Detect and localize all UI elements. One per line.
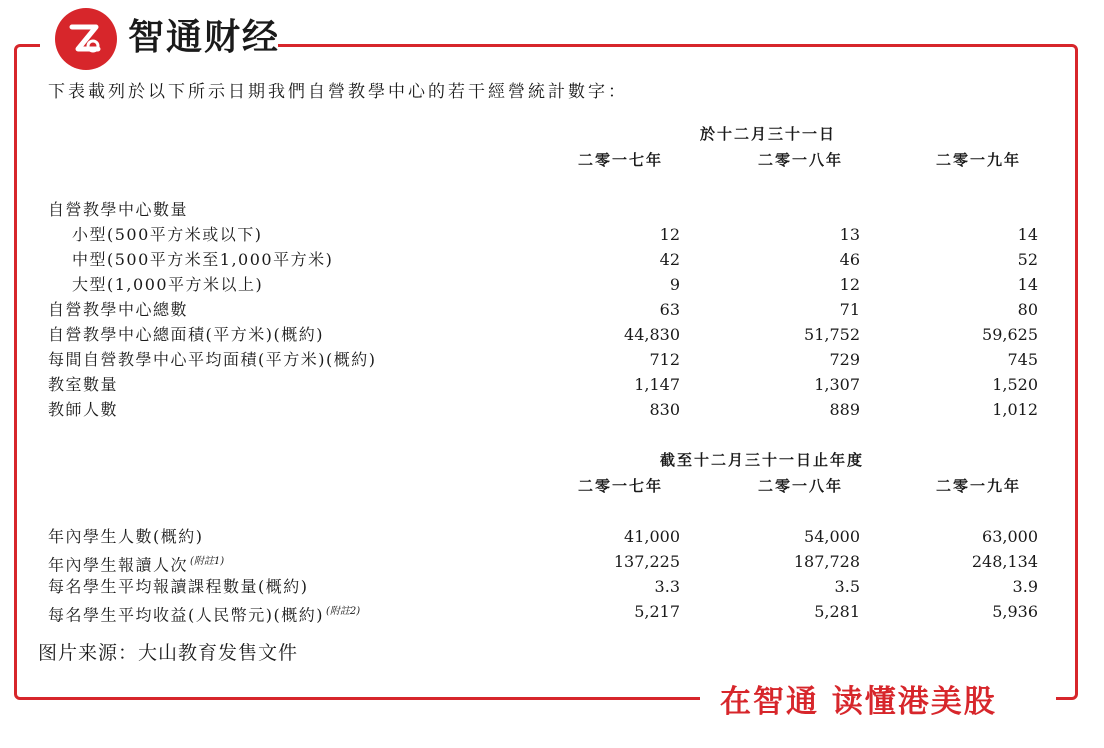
value-2019: 14 bbox=[1017, 275, 1038, 294]
image-source-caption: 图片来源：大山教育发售文件 bbox=[38, 642, 299, 664]
intro-text: 下表載列於以下所示日期我們自營教學中心的若干經營統計數字： bbox=[48, 82, 628, 102]
footnote-mark: (附註2) bbox=[325, 606, 361, 617]
row-label: 教室數量 bbox=[48, 375, 119, 394]
value-2018: 46 bbox=[839, 250, 860, 269]
section1-period-label: 於十二月三十一日 bbox=[700, 125, 837, 143]
row-label: 每名學生平均收益(人民幣元)(概約) $^{(附註2)}$ bbox=[48, 605, 361, 625]
value-2019: 1,520 bbox=[992, 375, 1038, 394]
row-label: 自營教學中心總面積(平方米)(概約) bbox=[48, 325, 324, 344]
value-2018: 54,000 bbox=[804, 527, 860, 546]
table-row bbox=[0, 247, 1104, 272]
value-2019: 52 bbox=[1017, 250, 1038, 269]
value-2019: 59,625 bbox=[982, 325, 1038, 344]
section2-year-2018: 二零一八年 bbox=[758, 477, 844, 495]
section2-year-2017: 二零一七年 bbox=[578, 477, 664, 495]
brand-slogan: 在智通 读懂港美股 bbox=[720, 684, 997, 720]
row-label: 小型(500平方米或以下) bbox=[72, 225, 263, 244]
row-label: 大型(1,000平方米以上) bbox=[72, 275, 264, 294]
section2-year-2019: 二零一九年 bbox=[936, 477, 1022, 495]
section2-period-label: 截至十二月三十一日止年度 bbox=[660, 451, 865, 469]
footnote-mark: (附註1) bbox=[190, 556, 225, 567]
section1-year-2018: 二零一八年 bbox=[758, 151, 844, 169]
table-row bbox=[0, 272, 1104, 297]
row-label: 年內學生人數(概約) bbox=[48, 527, 204, 546]
value-2018: 12 bbox=[839, 275, 860, 294]
row-label: 年內學生報讀人次 $^{(附註1)}$ bbox=[48, 555, 225, 575]
row-label: 中型(500平方米至1,000平方米) bbox=[72, 250, 334, 269]
row-label: 教師人數 bbox=[48, 400, 119, 419]
value-2019: 14 bbox=[1017, 225, 1038, 244]
table-row bbox=[0, 549, 1104, 574]
table-row bbox=[0, 524, 1104, 549]
value-2017: 3.3 bbox=[654, 577, 680, 596]
value-2017: 12 bbox=[659, 225, 680, 244]
table-row bbox=[0, 297, 1104, 322]
value-2018: 729 bbox=[829, 350, 860, 369]
value-2019: 1,012 bbox=[992, 400, 1038, 419]
section1-title: 自營教學中心數量 bbox=[48, 200, 189, 219]
value-2018: 3.5 bbox=[834, 577, 860, 596]
value-2018: 889 bbox=[829, 400, 860, 419]
value-2017: 137,225 bbox=[613, 552, 680, 571]
value-2018: 71 bbox=[839, 300, 860, 319]
value-2017: 1,147 bbox=[634, 375, 680, 394]
row-label: 每名學生平均報讀課程數量(概約) bbox=[48, 577, 309, 596]
brand-logo-text: 智通财经 bbox=[128, 17, 281, 58]
table-row bbox=[0, 322, 1104, 347]
zhitong-logo-icon bbox=[55, 8, 117, 70]
value-2017: 42 bbox=[659, 250, 680, 269]
table-row bbox=[0, 372, 1104, 397]
value-2018: 13 bbox=[839, 225, 860, 244]
table-row bbox=[0, 599, 1104, 624]
value-2019: 745 bbox=[1007, 350, 1038, 369]
value-2017: 44,830 bbox=[624, 325, 680, 344]
value-2019: 3.9 bbox=[1012, 577, 1038, 596]
value-2017: 63 bbox=[659, 300, 680, 319]
value-2017: 5,217 bbox=[634, 602, 680, 621]
value-2017: 9 bbox=[669, 275, 680, 294]
table-row bbox=[0, 347, 1104, 372]
value-2019: 248,134 bbox=[971, 552, 1038, 571]
table-row bbox=[0, 222, 1104, 247]
value-2018: 51,752 bbox=[804, 325, 860, 344]
value-2018: 187,728 bbox=[793, 552, 860, 571]
table-row bbox=[0, 574, 1104, 599]
value-2019: 63,000 bbox=[982, 527, 1038, 546]
value-2017: 830 bbox=[649, 400, 680, 419]
value-2017: 712 bbox=[649, 350, 680, 369]
value-2017: 41,000 bbox=[624, 527, 680, 546]
row-label: 每間自營教學中心平均面積(平方米)(概約) bbox=[48, 350, 377, 369]
section1-year-2017: 二零一七年 bbox=[578, 151, 664, 169]
value-2018: 1,307 bbox=[814, 375, 860, 394]
value-2018: 5,281 bbox=[814, 602, 860, 621]
row-label: 自營教學中心總數 bbox=[48, 300, 189, 319]
value-2019: 80 bbox=[1017, 300, 1038, 319]
section1-title-row bbox=[0, 197, 1104, 222]
value-2019: 5,936 bbox=[992, 602, 1038, 621]
section1-year-2019: 二零一九年 bbox=[936, 151, 1022, 169]
table-row bbox=[0, 397, 1104, 422]
